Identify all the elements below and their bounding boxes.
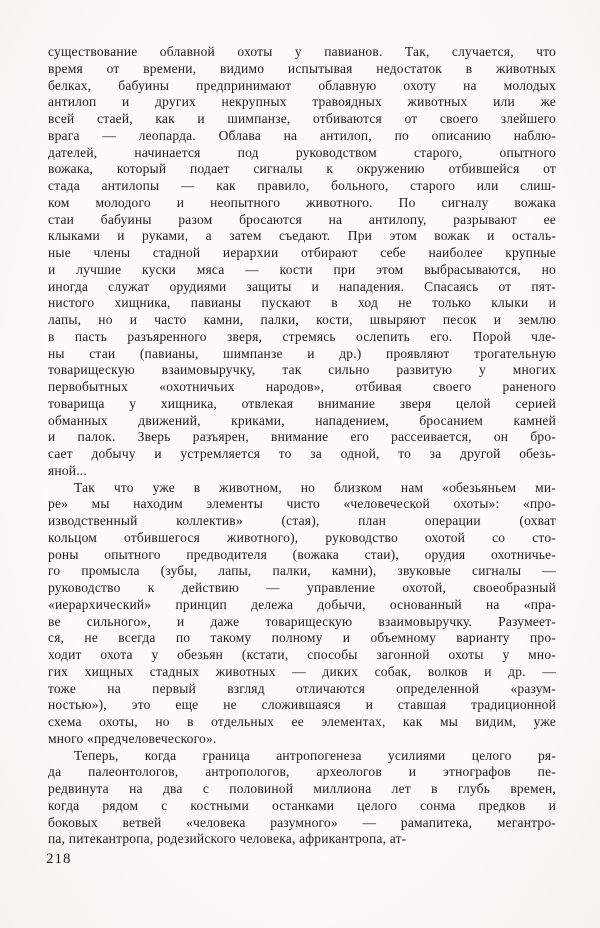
text-line: товарища у хищника, отвлекая внимание зверя целой серией — [48, 395, 556, 411]
text-line: белках, бабуины предпринимают облавную охоту на молодых — [48, 77, 556, 93]
paragraph — [48, 44, 556, 480]
text-line: в пасть разъяренного зверя, стремясь ослепить его. Порой чле- — [48, 328, 556, 344]
text-line: схема охоты, но в отдельных ее элементах, как мы видим, уже — [48, 714, 556, 729]
text-line: го промысла (зубы, лапы, палки, камни), звуковые сигналы — — [48, 563, 556, 579]
text-line: антилоп и других некрупных травоядных животных или же — [48, 94, 556, 110]
text-line: ностью»), это еще не сложившаяся и ставшая традиционной — [48, 697, 556, 713]
text-line: ходит охота у обезьян (кстати, способы загонной охоты у мно- — [48, 647, 556, 662]
page-number: 218 — [46, 851, 72, 867]
text-line: ны стаи (павианы, шимпанзе и др.) проявляют трогательную — [48, 345, 556, 361]
text-line: клыками и руками, а затем съедают. При этом вожак и осталь- — [48, 228, 556, 244]
text-line: боковых ветвей «человека разумного» — рамапитека, мегантро- — [48, 814, 556, 830]
text-block — [48, 44, 556, 848]
text-line: изводственный коллектив» (стая), план операции (охват — [48, 513, 556, 528]
text-line: Теперь, когда граница антропогенеза усилиями целого ря- — [74, 747, 556, 763]
text-line: когда рядом с костными останками целого сонма предков и — [48, 797, 556, 813]
text-line: стаи бабуины разом бросаются на антилопу, разрывают ее — [48, 211, 556, 227]
text-line: сает добычу и устремляется то за одной, то за другой обезь- — [48, 446, 556, 461]
paragraph — [48, 748, 556, 849]
text-line: обманных движений, криками, нападением, бросанием камней — [48, 412, 556, 428]
text-line: вожака, который подает сигналы к окружению отбившейся от — [48, 161, 556, 177]
text-line: редвинута на два с половиной миллиона лет в глубь времен, — [48, 781, 556, 796]
text-line: ся, не всегда по такому полному и объемному варианту про- — [48, 630, 556, 646]
text-line: ные члены стадной иерархии отбирают себе наиболее крупные — [48, 245, 556, 260]
text-line: лапы, но и часто камни, палки, кости, швыряют песок и землю — [48, 312, 556, 327]
text-line: яной... — [48, 462, 87, 478]
text-line: стада антилопы — как правило, больного, старого или слиш- — [48, 178, 556, 193]
text-line: «иерархический» принцип дележа добычи, основанный на «пра- — [48, 596, 556, 612]
text-line: роны опытного предводителя (вожака стаи), орудия охотничье- — [48, 546, 556, 562]
text-line: ве сильного», и даже товарищескую взаимовыручку. Разумеет- — [48, 613, 556, 629]
text-line: время от времени, видимо испытывая недостаток в животных — [48, 60, 556, 76]
text-line: ре» мы находим элементы чисто «человеческой охоты»: «про- — [48, 496, 556, 512]
text-line: существование облавной охоты у павианов. Так, случается, что — [48, 44, 556, 59]
text-line: и палок. Зверь разъярен, внимание его рассеивается, он бро- — [48, 429, 556, 445]
text-line: иногда служат орудиями защиты и нападения. Спасаясь от пят- — [48, 278, 556, 294]
paragraph — [48, 480, 556, 748]
text-line: врага — леопарда. Облава на антилоп, по описанию наблю- — [48, 127, 556, 143]
text-line: па, питекантропа, родезийского человека, африкантропа, ат- — [48, 831, 407, 847]
text-line: нистого хищника, павианы пускают в ход не только клыки и — [48, 295, 556, 311]
text-line: первобытных «охотничьих народов», отбивая своего раненого — [48, 379, 556, 394]
text-line: Так что уже в животном, но близком нам «обезьяньем ми- — [74, 479, 556, 495]
text-line: да палеонтологов, антропологов, археологов и этнографов пе- — [48, 764, 556, 780]
text-line: тоже на первый взгляд отличаются определенной «разум- — [48, 680, 556, 696]
text-line: товарищескую взаимовыручку, так сильно развитую у многих — [48, 362, 556, 378]
text-line: много «предчеловеческого». — [48, 730, 217, 746]
text-line: и лучшие куски мяса — кости при этом выбрасываются, но — [48, 261, 556, 277]
text-line: руководство к действию — управление охотой, своеобразный — [48, 580, 556, 595]
text-line: всей стаей, как и шимпанзе, отбиваются от своего злейшего — [48, 111, 556, 126]
text-line: дателей, начинается под руководством старого, опытного — [48, 144, 556, 160]
text-line: ком молодого и неопытного животного. По сигналу вожака — [48, 194, 556, 210]
text-line: кольцом отбившегося животного), руководство охотой со сто- — [48, 529, 556, 545]
text-line: гих хищных стадных животных — диких собак, волков и др. — — [48, 663, 556, 679]
